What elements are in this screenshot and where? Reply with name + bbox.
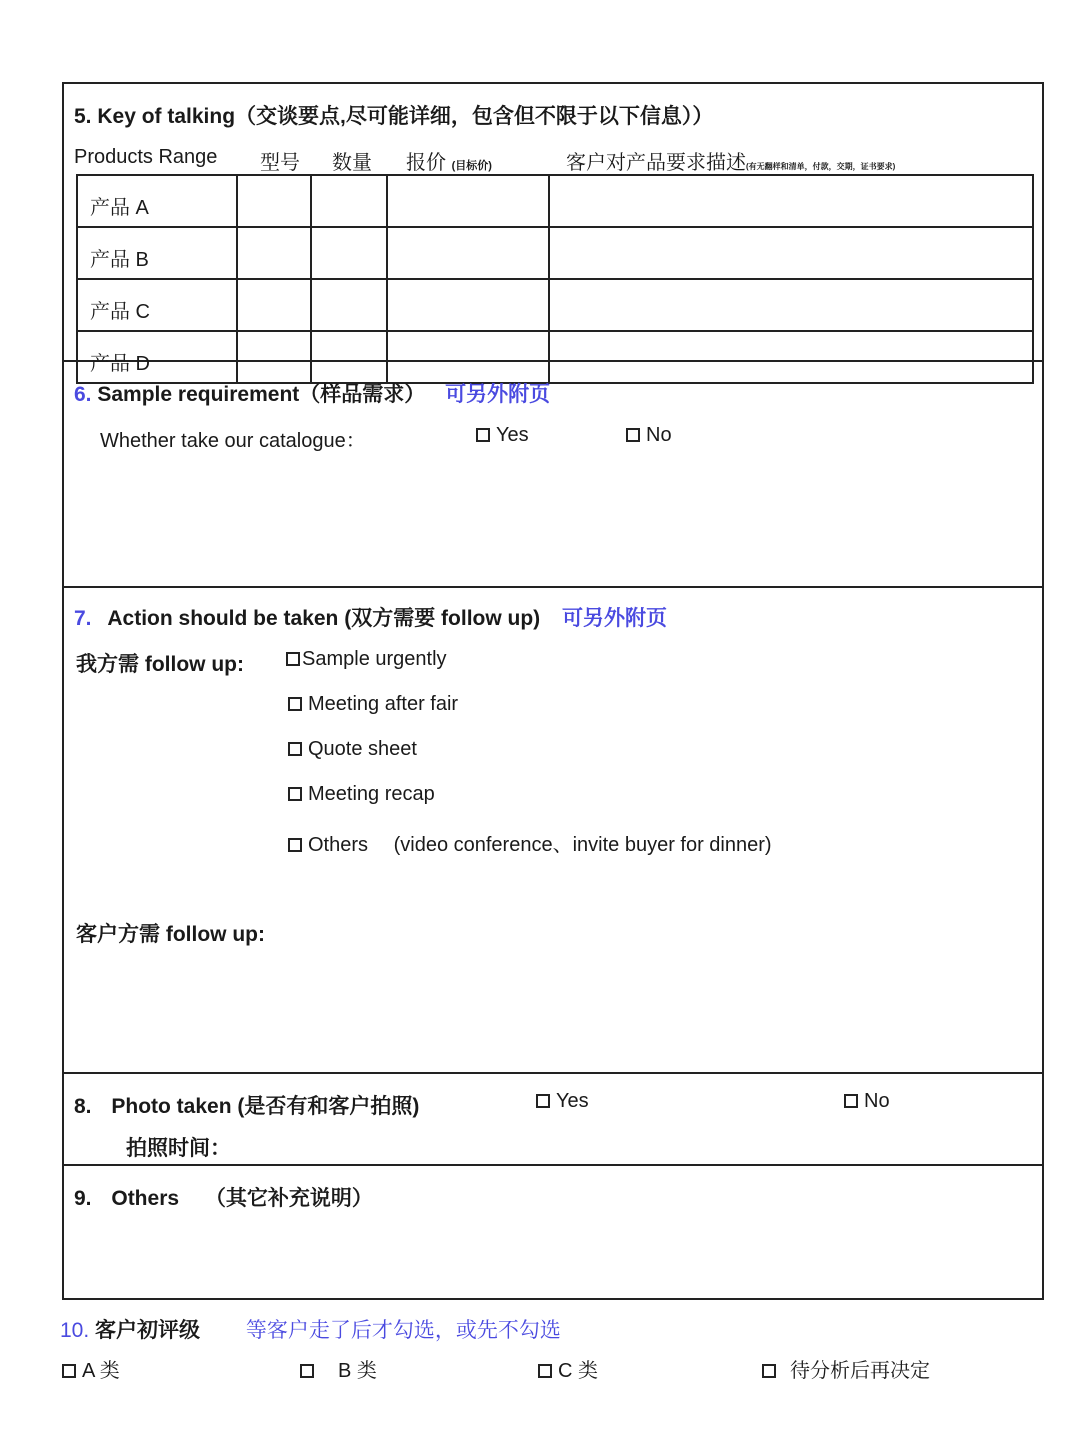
option-detail: (video conference、invite buyer for dinner): [393, 834, 772, 856]
table-row: [77, 175, 1033, 227]
requirements-cell[interactable]: [549, 279, 1033, 331]
product-name: 产品 C: [77, 279, 237, 331]
photo-time-label: 拍照时间：: [126, 1137, 231, 1160]
products-table: [76, 174, 1034, 384]
col-requirements-note: (有无翻样和清单，付款，交期，证书要求): [746, 162, 896, 171]
option-label: Others: [308, 834, 369, 856]
section-10-heading: [60, 1314, 561, 1344]
photo-yes-option[interactable]: [536, 1090, 589, 1113]
option-label: 待分析后再决定: [790, 1360, 930, 1382]
checkbox[interactable]: [288, 742, 302, 756]
checkbox[interactable]: [288, 838, 302, 852]
section-number: 8.: [74, 1095, 92, 1118]
product-name: 产品 A: [77, 175, 237, 227]
col-requirements: [566, 146, 895, 175]
checkbox[interactable]: [62, 1364, 76, 1378]
section-number: 6.: [74, 383, 92, 406]
rating-option-b[interactable]: [300, 1354, 377, 1383]
section-number: 10.: [60, 1319, 90, 1342]
option-label: Quote sheet: [308, 738, 417, 760]
section-9-heading: [74, 1182, 373, 1212]
catalogue-yes-option[interactable]: [476, 424, 529, 447]
section-number: 5.: [74, 105, 92, 128]
product-name: 产品 D: [77, 331, 237, 383]
section-title: 客户初评级: [95, 1319, 201, 1342]
rating-option-c[interactable]: [538, 1354, 598, 1383]
photo-no-option[interactable]: [844, 1090, 890, 1113]
section-title: Others: [111, 1187, 180, 1210]
section-6-heading: [74, 378, 550, 408]
checkbox[interactable]: [288, 697, 302, 711]
section-9: [64, 1166, 1042, 1300]
section-8-heading: [74, 1090, 419, 1120]
section-subtitle: （其它补充说明）: [204, 1187, 373, 1210]
table-row: [77, 227, 1033, 279]
section-5: [64, 84, 1042, 375]
catalogue-no-option[interactable]: [626, 424, 672, 447]
col-quantity: 数量: [332, 152, 372, 174]
checkbox[interactable]: [538, 1364, 552, 1378]
checkbox[interactable]: [476, 428, 490, 442]
checkbox[interactable]: [286, 652, 300, 666]
section-number: 9.: [74, 1187, 92, 1210]
option-others[interactable]: [288, 828, 772, 857]
model-cell[interactable]: [237, 279, 311, 331]
option-label: B 类: [338, 1360, 377, 1382]
option-label: Yes: [496, 424, 529, 446]
requirements-cell[interactable]: [549, 175, 1033, 227]
catalogue-question: Whether take our catalogue：: [100, 430, 366, 452]
checkbox[interactable]: [626, 428, 640, 442]
checkbox[interactable]: [762, 1364, 776, 1378]
table-row: [77, 279, 1033, 331]
quote-cell[interactable]: [387, 227, 549, 279]
option-label: A 类: [82, 1360, 120, 1382]
col-model: 型号: [260, 152, 300, 174]
section-6: [64, 362, 1042, 588]
requirements-cell[interactable]: [549, 227, 1033, 279]
rating-option-a[interactable]: [62, 1354, 120, 1383]
checkbox[interactable]: [844, 1094, 858, 1108]
quantity-cell[interactable]: [311, 227, 387, 279]
rating-option-pending[interactable]: [762, 1354, 930, 1383]
quantity-cell[interactable]: [311, 175, 387, 227]
product-name: 产品 B: [77, 227, 237, 279]
attach-note: 可另外附页: [562, 607, 668, 630]
model-cell[interactable]: [237, 175, 311, 227]
section-7: [64, 588, 1042, 1074]
section-title: Action should be taken (双方需要 follow up): [107, 607, 541, 630]
option-label: Meeting after fair: [308, 693, 459, 715]
form-frame: [62, 82, 1044, 1300]
section-5-heading: [74, 100, 713, 130]
col-products-range: Products Range: [74, 146, 218, 168]
option-label: Meeting recap: [308, 783, 435, 805]
col-quote-label: 报价: [406, 152, 446, 174]
option-sample-urgently[interactable]: [286, 648, 447, 671]
option-label: Sample urgently: [302, 648, 447, 670]
rating-note: 等客户走了后才勾选，或先不勾选: [245, 1319, 561, 1342]
section-8: [64, 1074, 1042, 1166]
option-meeting-after-fair[interactable]: [288, 693, 458, 716]
section-title: Sample requirement（样品需求）: [97, 383, 426, 406]
col-quote: [406, 146, 492, 175]
quantity-cell[interactable]: [311, 279, 387, 331]
section-7-heading: [74, 602, 667, 632]
checkbox[interactable]: [300, 1364, 314, 1378]
option-meeting-recap[interactable]: [288, 783, 435, 806]
checkbox[interactable]: [288, 787, 302, 801]
option-label: C 类: [558, 1360, 598, 1382]
col-quote-note: (目标价): [451, 160, 492, 172]
quote-cell[interactable]: [387, 175, 549, 227]
attach-note: 可另外附页: [445, 383, 551, 406]
client-follow-up-label: 客户方需 follow up:: [76, 923, 265, 946]
checkbox[interactable]: [536, 1094, 550, 1108]
option-label: Yes: [556, 1090, 589, 1112]
section-title: Key of talking（交谈要点,尽可能详细，包含但不限于以下信息））: [97, 105, 714, 128]
option-label: No: [646, 424, 672, 446]
option-quote-sheet[interactable]: [288, 738, 417, 761]
option-label: No: [864, 1090, 890, 1112]
col-requirements-label: 客户对产品要求描述: [566, 152, 746, 174]
our-follow-up-label: 我方需 follow up:: [76, 653, 244, 676]
quote-cell[interactable]: [387, 279, 549, 331]
section-number: 7.: [74, 607, 92, 630]
model-cell[interactable]: [237, 227, 311, 279]
section-title: Photo taken (是否有和客户拍照): [111, 1095, 420, 1118]
